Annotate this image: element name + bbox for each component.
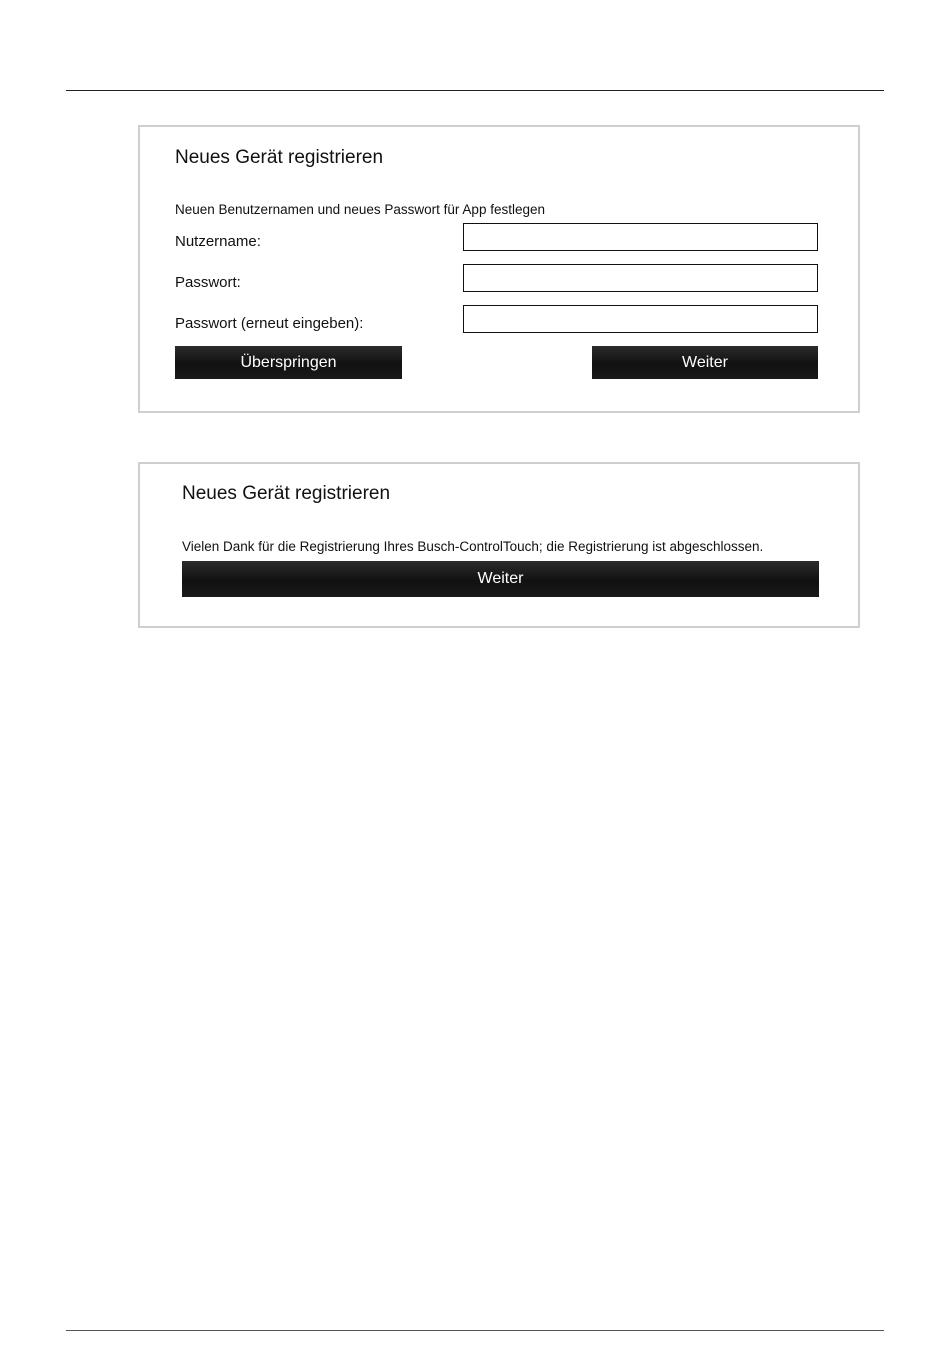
registration-panel bbox=[138, 125, 860, 413]
skip-button[interactable]: Überspringen bbox=[175, 346, 402, 379]
password-input[interactable] bbox=[463, 264, 818, 292]
username-label: Nutzername: bbox=[175, 233, 261, 250]
confirmation-message: Vielen Dank für die Registrierung Ihres Busch-ControlTouch; die Registrierung ist abgeschlossen. bbox=[182, 539, 764, 554]
password-label: Passwort: bbox=[175, 274, 241, 291]
confirmation-next-button[interactable]: Weiter bbox=[182, 561, 819, 597]
username-input[interactable] bbox=[463, 223, 818, 251]
header-divider bbox=[66, 90, 884, 91]
confirmation-panel-title: Neues Gerät registrieren bbox=[182, 483, 391, 504]
password-confirm-label: Passwort (erneut eingeben): bbox=[175, 315, 364, 332]
password-confirm-input[interactable] bbox=[463, 305, 818, 333]
confirmation-panel bbox=[138, 462, 860, 628]
footer-divider bbox=[66, 1330, 884, 1331]
registration-panel-title: Neues Gerät registrieren bbox=[175, 147, 384, 168]
next-button[interactable]: Weiter bbox=[592, 346, 818, 379]
registration-instructions: Neuen Benutzernamen und neues Passwort für App festlegen bbox=[175, 202, 545, 217]
